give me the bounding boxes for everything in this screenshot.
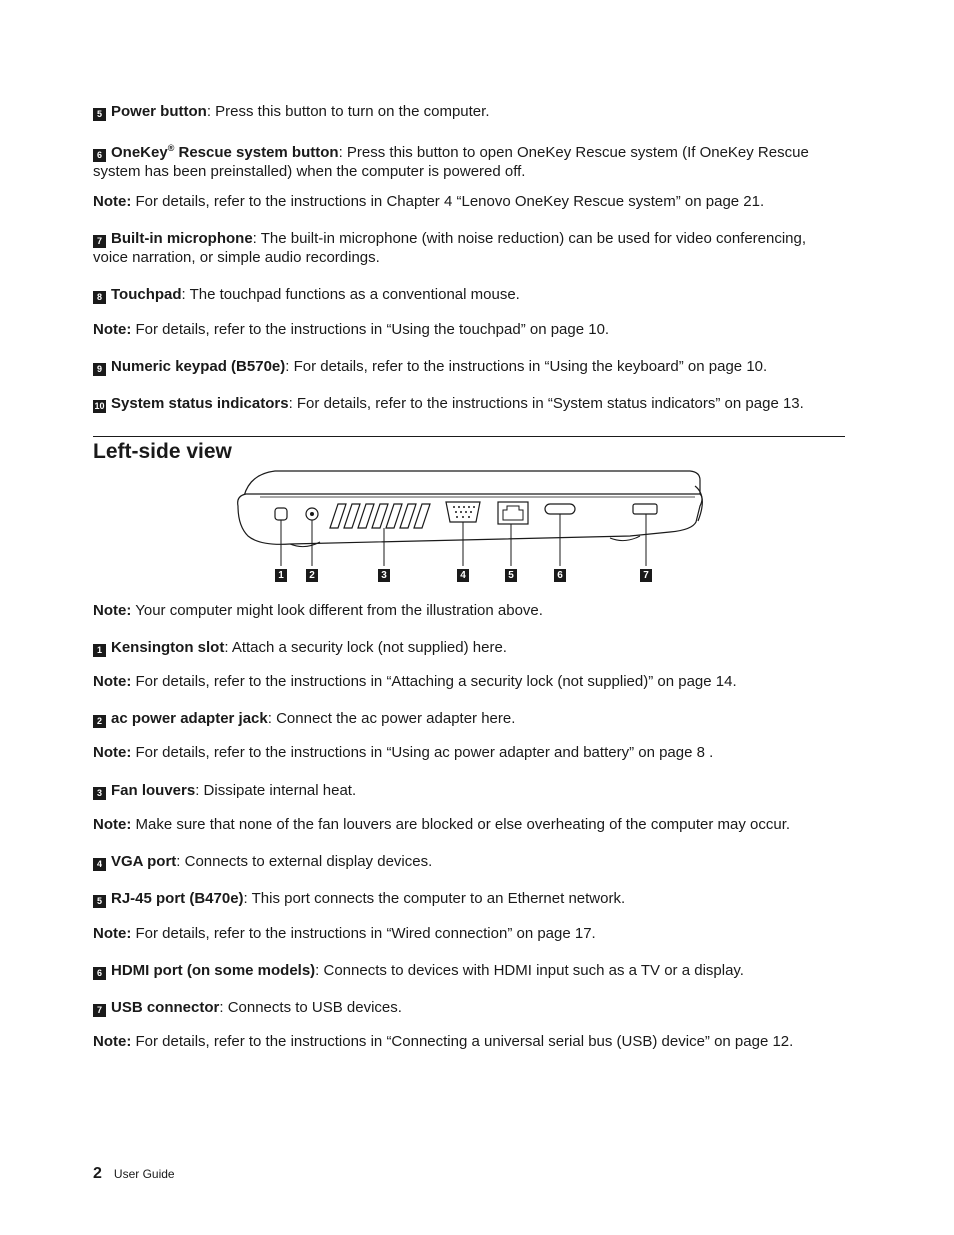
item-term: VGA port	[111, 853, 177, 870]
note-label: Note:	[93, 1033, 132, 1050]
note-illustration	[93, 601, 845, 620]
item-description: : Press this button to turn on the computer.	[206, 103, 490, 120]
callout-badge: 7	[93, 235, 106, 248]
note-text: For details, refer to the instructions in “Attaching a security lock (not supplied)” on page 14.	[131, 673, 737, 690]
callout-badge: 1	[93, 644, 106, 657]
item-rj45-port	[93, 889, 845, 908]
callout-badge: 3	[93, 787, 106, 800]
item-term: ac power adapter jack	[111, 710, 268, 727]
note-fan-louvers	[93, 815, 845, 834]
note-ac-power	[93, 743, 845, 762]
item-onekey-rescue-button	[93, 139, 845, 181]
item-description: : Connects to devices with HDMI input such as a TV or a display.	[315, 962, 744, 979]
laptop-left-side-illustration	[230, 466, 710, 586]
item-description: : The touchpad functions as a conventional mouse.	[181, 286, 520, 303]
item-description: : The built-in microphone (with noise reduction) can be used for video conferencing, voice narration, or simple audio recordings.	[93, 230, 807, 266]
note-label: Note:	[93, 602, 132, 619]
item-kensington-slot	[93, 638, 845, 657]
item-touchpad	[93, 285, 845, 304]
section-divider	[93, 436, 845, 437]
item-description: : Connect the ac power adapter here.	[267, 710, 516, 727]
callout-badge: 5	[93, 108, 106, 121]
item-term: Built-in microphone	[111, 230, 253, 247]
figure-callout-5: 5	[505, 569, 517, 582]
item-term-continued: Rescue system button	[174, 144, 339, 161]
item-vga-port	[93, 852, 845, 871]
item-description: : Connects to external display devices.	[176, 853, 433, 870]
note-security-lock	[93, 672, 845, 691]
callout-badge: 9	[93, 363, 106, 376]
note-text: For details, refer to the instructions in “Wired connection” on page 17.	[131, 925, 596, 942]
document-title: User Guide	[113, 1167, 175, 1181]
item-term: HDMI port (on some models)	[111, 962, 316, 979]
callout-badge: 2	[93, 715, 106, 728]
item-built-in-microphone	[93, 229, 845, 267]
callout-badge: 8	[93, 291, 106, 304]
callout-badge: 6	[93, 149, 106, 162]
item-term: Power button	[111, 103, 207, 120]
item-description: : This port connects the computer to an Ethernet network.	[243, 890, 626, 907]
figure-callout-7: 7	[640, 569, 652, 582]
item-description: : Attach a security lock (not supplied) here.	[224, 639, 507, 656]
item-system-status-indicators	[93, 394, 845, 413]
item-term: Numeric keypad (B570e)	[111, 358, 286, 375]
item-numeric-keypad	[93, 357, 845, 376]
note-usb	[93, 1032, 845, 1051]
section-title: Left-side view	[93, 440, 232, 463]
item-term: USB connector	[111, 999, 220, 1016]
note-label: Note:	[93, 193, 132, 210]
figure-callout-3: 3	[378, 569, 390, 582]
note-label: Note:	[93, 673, 132, 690]
note-label: Note:	[93, 816, 132, 833]
figure-callout-1: 1	[275, 569, 287, 582]
item-term: System status indicators	[111, 395, 289, 412]
item-usb-connector	[93, 998, 845, 1017]
callout-badge: 7	[93, 1004, 106, 1017]
item-term: Kensington slot	[111, 639, 225, 656]
page-number: 2	[93, 1165, 102, 1182]
item-description: : Connects to USB devices.	[219, 999, 402, 1016]
callout-badge: 4	[93, 858, 106, 871]
note-label: Note:	[93, 925, 132, 942]
item-term: Touchpad	[111, 286, 182, 303]
note-text: Your computer might look different from the illustration above.	[131, 602, 543, 619]
item-term: OneKey	[111, 144, 168, 161]
item-fan-louvers	[93, 781, 845, 800]
item-description: : For details, refer to the instructions in “Using the keyboard” on page 10.	[285, 358, 768, 375]
note-text: For details, refer to the instructions in “Using the touchpad” on page 10.	[131, 321, 610, 338]
figure-callout-4: 4	[457, 569, 469, 582]
item-description: : Press this button to open OneKey Rescue system (If OneKey Rescue system has been preinstalled) when the computer is powered off.	[93, 144, 809, 180]
laptop-side-drawing	[230, 466, 710, 566]
note-wired-connection	[93, 924, 845, 943]
note-text: For details, refer to the instructions in Chapter 4 “Lenovo OneKey Rescue system” on page 21.	[131, 193, 765, 210]
callout-badge: 10	[94, 401, 105, 411]
note-text: For details, refer to the instructions in “Connecting a universal serial bus (USB) device” on page 12.	[131, 1033, 794, 1050]
note-label: Note:	[93, 321, 132, 338]
callout-badge: 5	[93, 895, 106, 908]
figure-callout-6: 6	[554, 569, 566, 582]
item-description: : Dissipate internal heat.	[195, 782, 357, 799]
note-text: For details, refer to the instructions in “Using ac power adapter and battery” on page 8 .	[131, 744, 714, 761]
note-onekey	[93, 192, 845, 211]
item-description: : For details, refer to the instructions in “System status indicators” on page 13.	[288, 395, 804, 412]
callout-badge: 6	[93, 967, 106, 980]
item-hdmi-port	[93, 961, 845, 980]
item-term: Fan louvers	[111, 782, 196, 799]
note-label: Note:	[93, 744, 132, 761]
registered-mark: ®	[167, 143, 175, 153]
page-footer	[93, 1165, 175, 1183]
item-power-button	[93, 102, 845, 121]
note-touchpad	[93, 320, 845, 339]
figure-callout-2: 2	[306, 569, 318, 582]
note-text: Make sure that none of the fan louvers are blocked or else overheating of the computer may occur.	[131, 816, 791, 833]
item-term: RJ-45 port (B470e)	[111, 890, 244, 907]
item-ac-power-adapter-jack	[93, 709, 845, 728]
